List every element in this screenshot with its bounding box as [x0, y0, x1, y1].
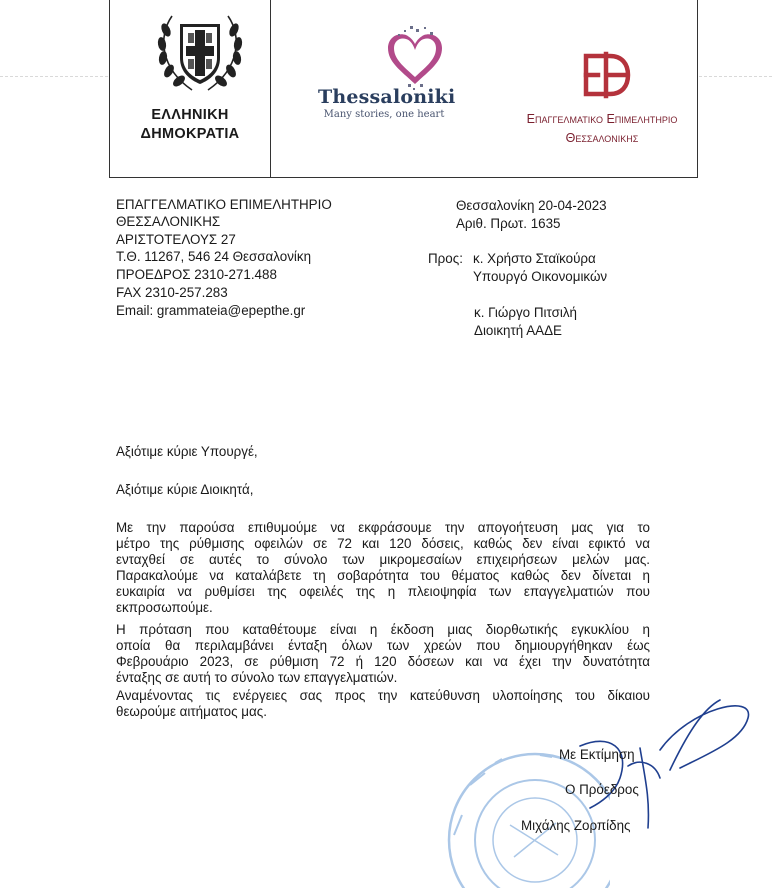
thessaloniki-heart-logo	[380, 26, 450, 90]
laurel-shield-icon	[152, 6, 248, 98]
thessaloniki-tagline: Many stories, one heart	[323, 109, 445, 120]
body-line: εκπροσωπούμε.	[116, 600, 213, 615]
salutation-minister: Αξιότιμε κύριε Υπουργέ,	[116, 444, 258, 459]
sender-email: Email: grammateia@epepthe.gr	[116, 303, 306, 318]
handwritten-signature	[520, 688, 770, 838]
greek-coat-of-arms-logo	[152, 6, 248, 98]
chamber-monogram-icon	[578, 50, 634, 100]
body-line: Αναμένοντας τις ενέργειες σας προς την κατεύθυνση υλοποίησης του δίκαιου	[116, 688, 650, 703]
heart-icon	[380, 26, 450, 90]
body-line: Φεβρουάριο 2023, σε ρύθμιση 72 ή 120 δόσεων και να έχει την δυνατότητα	[116, 654, 650, 669]
sender-line: ΘΕΣΣΑΛΟΝΙΚΗΣ	[116, 214, 221, 229]
chamber-monogram-logo	[578, 50, 634, 100]
body-line: ευκαιρία να ρυθμίσει της οφειλές της η πλειοψηφία των επαγγελματιών που	[116, 584, 650, 599]
header-frame-right	[697, 0, 698, 178]
dashed-rule-right	[699, 76, 772, 77]
sender-line: ΕΠΑΓΓΕΛΜΑΤΙΚΟ ΕΠΙΜΕΛΗΤΗΡΙΟ	[116, 197, 332, 212]
closing-regards: Με Εκτίμηση	[559, 747, 635, 762]
closing-role: Ο Πρόεδρος	[565, 782, 639, 797]
recipient-1-title: Υπουργό Οικονομικών	[473, 269, 608, 284]
body-line: Η πρόταση που καταθέτουμε είναι η έκδοση μιας διορθωτικής εγκυκλίου η	[116, 622, 650, 637]
sender-line: ΠΡΟΕΔΡΟΣ 2310-271.488	[116, 267, 277, 282]
recipient-2-name: κ. Γιώργο Πιτσιλή	[474, 305, 577, 320]
body-line: Με την παρούσα επιθυμούμε να εκφράσουμε την απογοήτευση μας για το	[116, 520, 650, 535]
body-line: οποία θα περιλαμβάνει ένταξη όλων των χρεών που δημιουργήθηκαν έως	[116, 638, 650, 653]
recipient-2-title: Διοικητή ΑΑΔΕ	[474, 323, 562, 338]
signatory-name: Μιχάλης Ζορπίδης	[521, 818, 631, 833]
signature-icon	[520, 688, 770, 838]
to-label: Προς:	[428, 251, 463, 266]
thessaloniki-wordmark: Thessaloniki	[318, 86, 456, 108]
body-line: Παρακαλούμε να καταλάβετε τη σοβαρότητα του θέματος καθώς δεν δίνεται η	[116, 568, 650, 583]
emblem-text-line1: ΕΛΛΗΝΙΚΗ	[151, 107, 229, 123]
header-frame-left	[109, 0, 110, 178]
date-line: Θεσσαλονίκη 20-04-2023	[456, 198, 607, 213]
salutation-governor: Αξιότιμε κύριε Διοικητά,	[116, 482, 254, 497]
body-line: μέτρο της ρύθμισης οφειλών σε 72 και 120 δόσεις, καθώς δεν είναι εφικτό να	[116, 536, 650, 551]
sender-line: ΑΡΙΣΤΟΤΕΛΟΥΣ 27	[116, 232, 236, 247]
body-line: θεωρούμε αιτήματος μας.	[116, 704, 267, 719]
emblem-text-line2: ΔΗΜΟΚΡΑΤΙΑ	[140, 126, 240, 142]
sender-line: Τ.Θ. 11267, 546 24 Θεσσαλονίκη	[116, 249, 312, 264]
protocol-number: Αριθ. Πρωτ. 1635	[456, 216, 561, 231]
body-line: ενταχθεί σε αυτές το σύνολο των μικρομεσαίων επιχειρήσεων μελών μας.	[116, 552, 650, 567]
chamber-name-line2: Θεσσαλονικησ	[565, 131, 639, 145]
body-line: ένταξης σε αυτή το σύνολο των επαγγελματιών.	[116, 670, 398, 685]
chamber-name-line1: Επαγγελματικο Επιμελητηριο	[526, 112, 678, 126]
header-divider	[270, 0, 271, 178]
dashed-rule-left	[0, 76, 108, 77]
recipient-1-name: κ. Χρήστο Σταϊκούρα	[473, 251, 596, 266]
sender-line: FAX 2310-257.283	[116, 285, 228, 300]
header-frame-bottom	[109, 177, 698, 178]
